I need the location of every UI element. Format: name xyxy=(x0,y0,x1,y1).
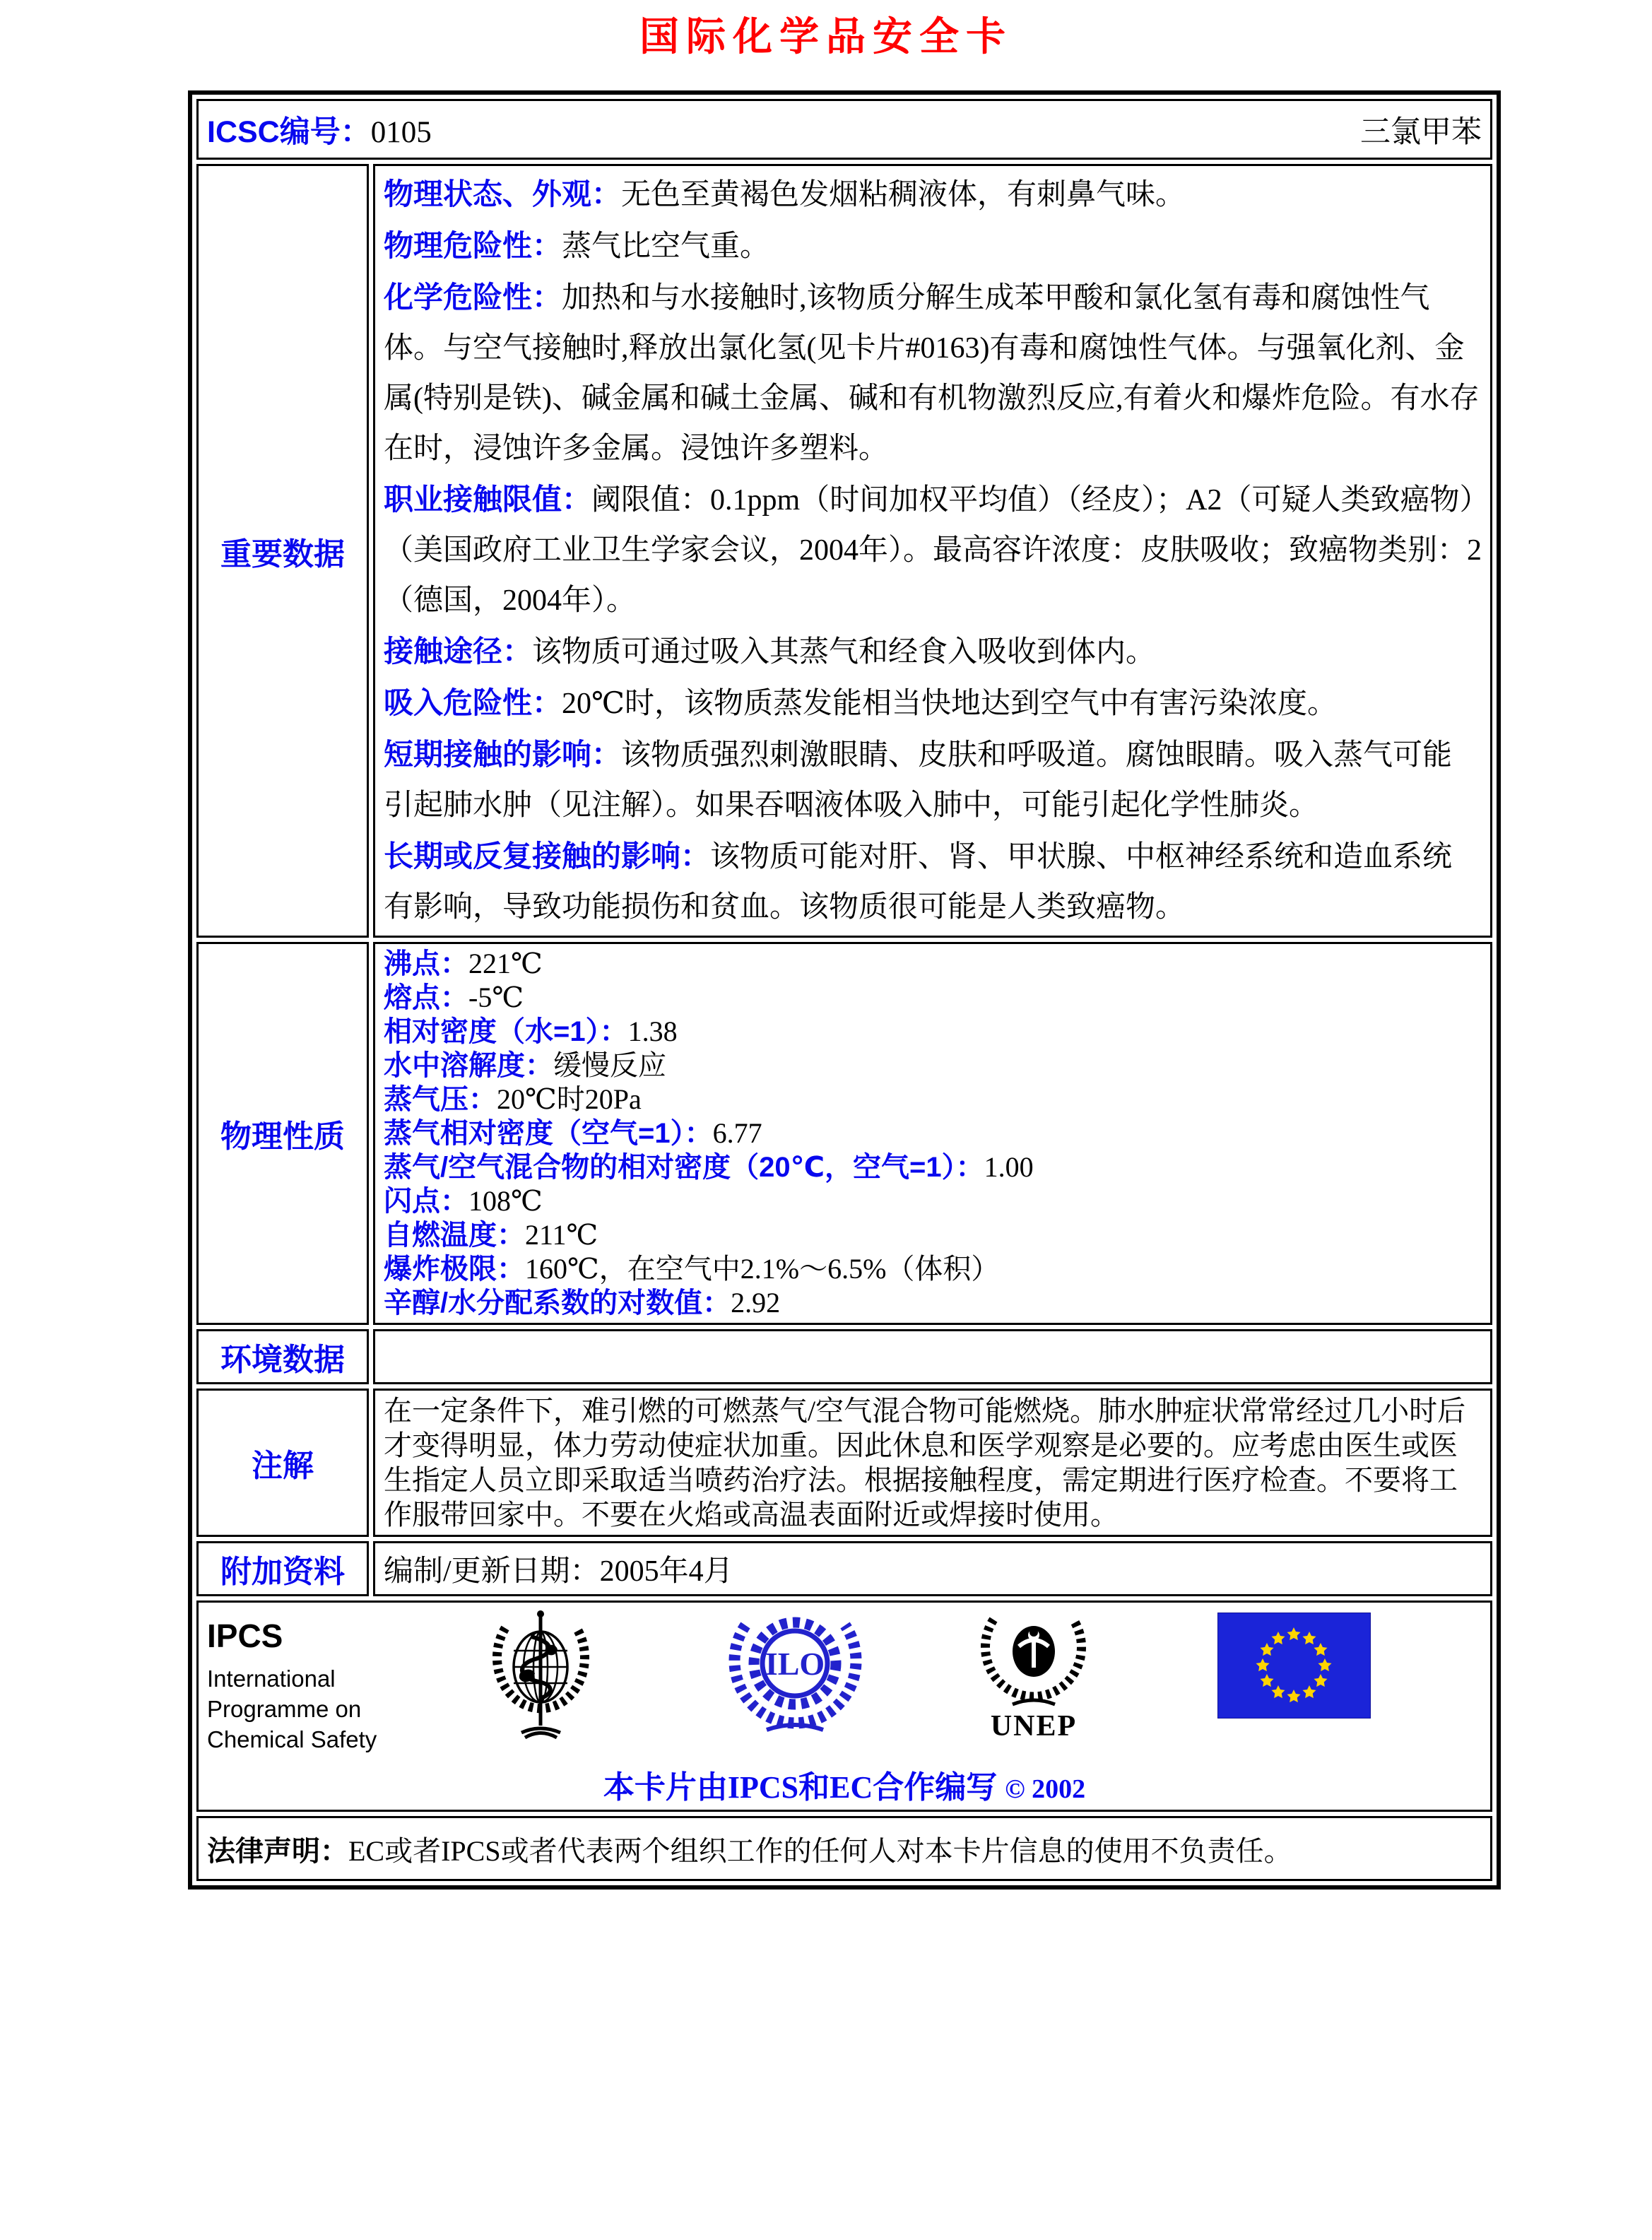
physical-item: 水中溶解度：缓慢反应 xyxy=(384,1049,666,1081)
ipcs-text-block xyxy=(207,1605,440,1755)
legal-row xyxy=(196,1816,1492,1881)
credits-row xyxy=(196,1601,1492,1812)
additional-info-content xyxy=(373,1541,1492,1596)
update-date-value: 2005年4月 xyxy=(599,1555,733,1588)
icsc-card-table xyxy=(188,90,1501,1890)
additional-info-row xyxy=(196,1541,1492,1596)
notes-label: 注解 xyxy=(252,1449,314,1483)
credits-cell xyxy=(196,1601,1492,1812)
physical-properties-label: 物理性质 xyxy=(220,1119,345,1154)
notes-label-cell xyxy=(196,1389,369,1537)
physical-item: 爆炸极限：160℃，在空气中2.1%～6.5%（体积） xyxy=(384,1253,1000,1285)
notes-row xyxy=(196,1389,1492,1537)
ipcs-line: Programme on xyxy=(207,1696,362,1722)
update-date-label: 编制/更新日期： xyxy=(384,1555,600,1588)
page-title: 国际化学品安全卡 xyxy=(639,16,1013,59)
important-item: 物理危险性：蒸气比空气重。 xyxy=(384,229,770,263)
notes-content: 在一定条件下，难引燃的可燃蒸气/空气混合物可能燃烧。肺水肿症状常常经过几小时后才变得明显，体力劳动使症状加重。因此休息和医学观察是必要的。应考虑由医生或医生指定人员立即采取适当喷药治疗法。根据接触程度，需定期进行医疗检查。不要将工作服带回家中。不要在火焰或高温表面附近或焊接时使用。 xyxy=(373,1389,1492,1537)
icsc-number-label: ICSC编号： xyxy=(207,114,371,149)
important-item: 职业接触限值：阈限值：0.1ppm（时间加权平均值）（经皮）；A2（可疑人类致癌物）（美国政府工业卫生学家会议，2004年）。最高容许浓度：皮肤吸收；致癌物类别：2（德国，2004年）。 xyxy=(384,483,1482,617)
chemical-name: 三氯甲苯 xyxy=(1360,115,1482,149)
physical-properties-label-cell xyxy=(196,942,369,1325)
physical-properties-row xyxy=(196,942,1492,1325)
ipcs-title: IPCS xyxy=(207,1617,283,1654)
physical-item: 熔点：-5℃ xyxy=(384,982,524,1013)
important-data-label: 重要数据 xyxy=(220,536,345,572)
legal-text: EC或者IPCS或者代表两个组织工作的任何人对本卡片信息的使用不负责任。 xyxy=(348,1834,1292,1867)
caption-text: 本卡片由IPCS和EC合作编写 xyxy=(603,1770,998,1805)
ipcs-line: Chemical Safety xyxy=(207,1726,377,1752)
important-data-label-cell xyxy=(196,164,369,938)
ilo-letters: ILO xyxy=(765,1646,825,1682)
unep-text: UNEP xyxy=(990,1710,1078,1743)
header-row xyxy=(196,99,1492,160)
physical-properties-content xyxy=(373,942,1492,1325)
icsc-table xyxy=(192,95,1497,1885)
copyright-text: © 2002 xyxy=(1005,1774,1086,1804)
physical-item: 自燃温度：211℃ xyxy=(384,1219,598,1251)
environment-data-label: 环境数据 xyxy=(220,1343,345,1377)
physical-item: 蒸气/空气混合物的相对密度（20℃，空气=1）：1.00 xyxy=(384,1151,1034,1183)
icsc-number-group xyxy=(207,108,432,151)
icsc-number-value: 0105 xyxy=(370,115,432,149)
important-item: 化学危险性：加热和与水接触时,该物质分解生成苯甲酸和氯化氢有毒和腐蚀性气体。与空气接触时,释放出氯化氢(见卡片#0163)有毒和腐蚀性气体。与强氧化剂、金属(特别是铁)、碱金属和碱土金属、碱和有机物激烈反应,有着火和爆炸危险。有水存在时，浸蚀许多金属。浸蚀许多塑料。 xyxy=(384,281,1480,465)
additional-info-label: 附加资料 xyxy=(220,1555,345,1589)
physical-item: 沸点：221℃ xyxy=(384,948,543,979)
unep-logo-icon xyxy=(974,1605,1094,1711)
legal-label: 法律声明： xyxy=(207,1835,348,1867)
header-cell xyxy=(196,99,1492,160)
physical-item: 闪点：108℃ xyxy=(384,1185,543,1217)
cooperation-caption xyxy=(207,1762,1482,1807)
important-item: 吸入危险性：20℃时，该物质蒸发能相当快地达到空气中有害污染浓度。 xyxy=(384,686,1338,720)
additional-info-label-cell xyxy=(196,1541,369,1596)
eu-flag-icon xyxy=(1217,1613,1371,1719)
physical-item: 辛醇/水分配系数的对数值：2.92 xyxy=(384,1287,781,1319)
legal-cell xyxy=(196,1816,1492,1881)
ipcs-line: International xyxy=(207,1666,336,1692)
physical-item: 相对密度（水=1）：1.38 xyxy=(384,1015,678,1047)
important-item: 长期或反复接触的影响：该物质可能对肝、肾、甲状腺、中枢神经系统和造血系统有影响，导致功能损伤和贫血。该物质很可能是人类致癌物。 xyxy=(384,839,1453,924)
physical-item: 蒸气相对密度（空气=1）：6.77 xyxy=(384,1117,762,1149)
who-logo-icon xyxy=(490,1607,592,1745)
physical-item: 蒸气压：20℃时20Pa xyxy=(384,1083,642,1115)
environment-data-row xyxy=(196,1329,1492,1384)
important-data-content xyxy=(373,164,1492,938)
ilo-logo-icon xyxy=(723,1605,868,1740)
logos-row xyxy=(207,1605,1482,1755)
environment-data-content xyxy=(373,1329,1492,1384)
important-item: 接触途径：该物质可通过吸入其蒸气和经食入吸收到体内。 xyxy=(384,635,1156,668)
unep-logo-block xyxy=(974,1605,1094,1743)
important-data-row xyxy=(196,164,1492,938)
important-item: 短期接触的影响：该物质强烈刺激眼睛、皮肤和呼吸道。腐蚀眼睛。吸入蒸气可能引起肺水肿（见注解）。如果吞咽液体吸入肺中，可能引起化学性肺炎。 xyxy=(384,738,1453,822)
environment-data-label-cell xyxy=(196,1329,369,1384)
important-item: 物理状态、外观：无色至黄褐色发烟粘稠液体，有刺鼻气味。 xyxy=(384,177,1186,211)
